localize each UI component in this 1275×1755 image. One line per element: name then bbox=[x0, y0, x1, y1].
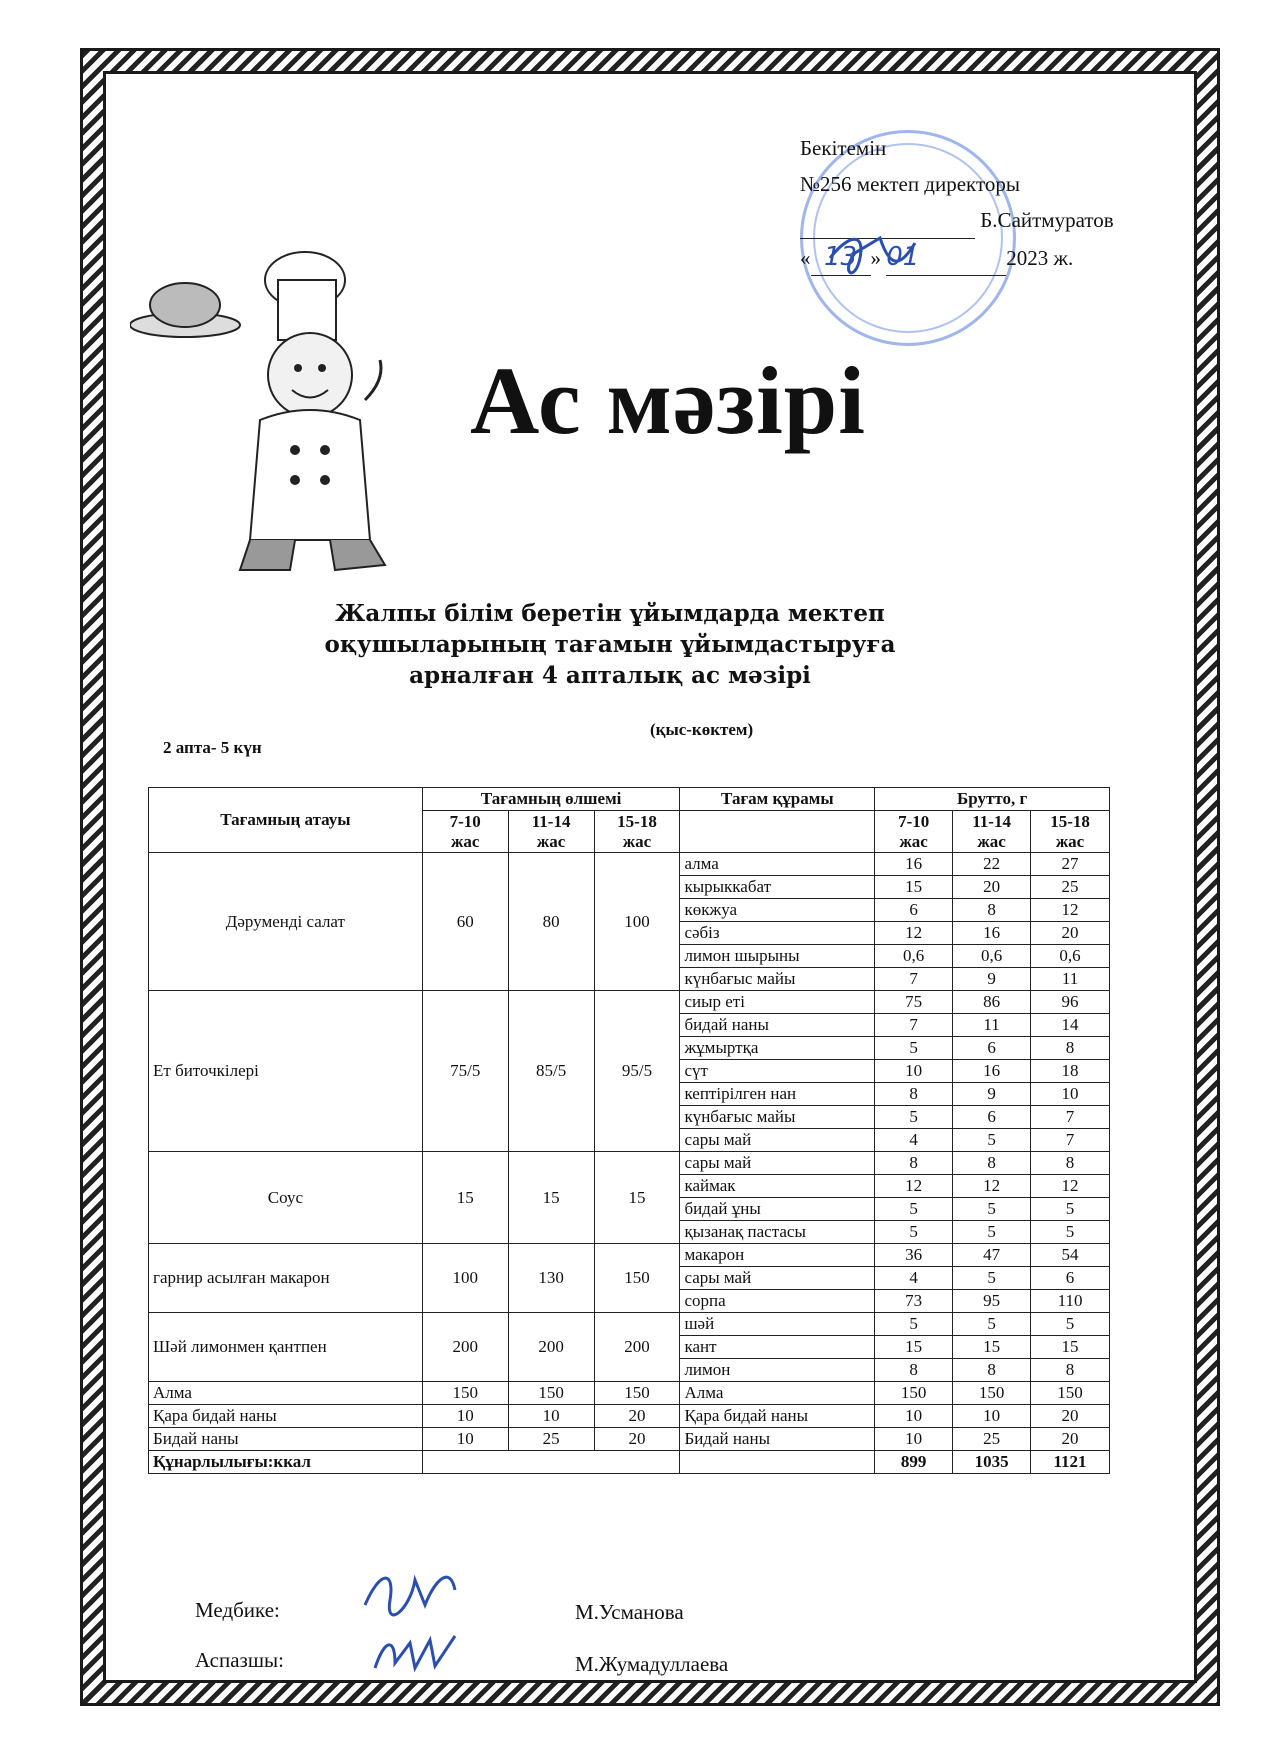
brutto-value: 5 bbox=[875, 1198, 953, 1221]
dish-size: 15 bbox=[508, 1152, 594, 1244]
dish-size: 150 bbox=[508, 1382, 594, 1405]
ingredient-name: сары май bbox=[680, 1152, 875, 1175]
dish-size: 150 bbox=[594, 1382, 680, 1405]
brutto-value: 5 bbox=[953, 1129, 1031, 1152]
table-row bbox=[149, 991, 1110, 1014]
dish-name: Соус bbox=[149, 1152, 423, 1244]
brutto-value: 7 bbox=[875, 1014, 953, 1037]
brutto-value: 8 bbox=[1031, 1359, 1110, 1382]
ingredient-name: шәй bbox=[680, 1313, 875, 1336]
ingredient-name: сиыр еті bbox=[680, 991, 875, 1014]
date-quote-close: » bbox=[870, 246, 881, 270]
ingredient-name: бидай наны bbox=[680, 1014, 875, 1037]
dish-size: 85/5 bbox=[508, 991, 594, 1152]
brutto-value: 150 bbox=[953, 1382, 1031, 1405]
dish-size: 20 bbox=[594, 1428, 680, 1451]
brutto-value: 0,6 bbox=[1031, 945, 1110, 968]
brutto-value: 18 bbox=[1031, 1060, 1110, 1083]
brutto-value: 12 bbox=[875, 1175, 953, 1198]
nurse-name: М.Усманова bbox=[575, 1600, 684, 1624]
cook-name: М.Жумадуллаева bbox=[575, 1652, 729, 1676]
brutto-value: 8 bbox=[875, 1359, 953, 1382]
brutto-value: 11 bbox=[953, 1014, 1031, 1037]
brutto-value: 5 bbox=[1031, 1313, 1110, 1336]
header-composition: Тағам құрамы bbox=[680, 788, 875, 811]
brutto-value: 4 bbox=[875, 1129, 953, 1152]
brutto-value: 75 bbox=[875, 991, 953, 1014]
dish-size: 150 bbox=[422, 1382, 508, 1405]
dish-size: 130 bbox=[508, 1244, 594, 1313]
ingredient-name: Бидай наны bbox=[680, 1428, 875, 1451]
brutto-value: 5 bbox=[1031, 1198, 1110, 1221]
total-row bbox=[149, 1451, 1110, 1474]
ingredient-name: каймак bbox=[680, 1175, 875, 1198]
ingredient-name: қызанақ пастасы bbox=[680, 1221, 875, 1244]
ingredient-name: алма bbox=[680, 853, 875, 876]
header-measure: Тағамның өлшемі bbox=[422, 788, 680, 811]
dish-size: 200 bbox=[508, 1313, 594, 1382]
brutto-value: 8 bbox=[1031, 1152, 1110, 1175]
total-kcal: 1121 bbox=[1031, 1451, 1110, 1474]
director-name: Б.Сайтмуратов bbox=[980, 208, 1114, 232]
brutto-value: 6 bbox=[953, 1037, 1031, 1060]
season-label: (қыс-көктем) bbox=[650, 720, 754, 739]
week-day-label: 2 апта- 5 күн bbox=[163, 738, 262, 757]
subtitle-line-3: арналған 4 апталық ас мәзірі bbox=[409, 662, 811, 689]
ingredient-name: сорпа bbox=[680, 1290, 875, 1313]
brutto-value: 20 bbox=[1031, 922, 1110, 945]
total-kcal: 899 bbox=[875, 1451, 953, 1474]
dish-name: Дәруменді салат bbox=[149, 853, 423, 991]
brutto-value: 5 bbox=[875, 1313, 953, 1336]
ingredient-name: сары май bbox=[680, 1129, 875, 1152]
ingredient-name: лимон bbox=[680, 1359, 875, 1382]
brutto-value: 95 bbox=[953, 1290, 1031, 1313]
dish-size: 100 bbox=[422, 1244, 508, 1313]
brutto-value: 4 bbox=[875, 1267, 953, 1290]
total-blank bbox=[422, 1451, 680, 1474]
brutto-value: 8 bbox=[1031, 1037, 1110, 1060]
brutto-value: 6 bbox=[953, 1106, 1031, 1129]
brutto-value: 9 bbox=[953, 1083, 1031, 1106]
brutto-value: 10 bbox=[875, 1405, 953, 1428]
brutto-value: 14 bbox=[1031, 1014, 1110, 1037]
brutto-value: 25 bbox=[1031, 876, 1110, 899]
ingredient-name: сүт bbox=[680, 1060, 875, 1083]
ingredient-name: кырыккабат bbox=[680, 876, 875, 899]
table-row bbox=[149, 1244, 1110, 1267]
age-header: 15-18 жас bbox=[594, 811, 680, 853]
brutto-value: 22 bbox=[953, 853, 1031, 876]
brutto-value: 16 bbox=[953, 1060, 1031, 1083]
approval-position: №256 мектеп директоры bbox=[800, 172, 1020, 196]
ingredient-name: кептірілген нан bbox=[680, 1083, 875, 1106]
brutto-value: 8 bbox=[875, 1152, 953, 1175]
brutto-value: 15 bbox=[1031, 1336, 1110, 1359]
brutto-value: 6 bbox=[875, 899, 953, 922]
brutto-value: 15 bbox=[875, 1336, 953, 1359]
dish-name: Бидай наны bbox=[149, 1428, 423, 1451]
age-header: 7-10 жас bbox=[875, 811, 953, 853]
brutto-value: 27 bbox=[1031, 853, 1110, 876]
dish-name: Шәй лимонмен қантпен bbox=[149, 1313, 423, 1382]
brutto-value: 8 bbox=[953, 899, 1031, 922]
brutto-value: 7 bbox=[1031, 1106, 1110, 1129]
brutto-value: 0,6 bbox=[875, 945, 953, 968]
brutto-value: 7 bbox=[875, 968, 953, 991]
brutto-value: 8 bbox=[953, 1152, 1031, 1175]
dish-name: гарнир асылған макарон bbox=[149, 1244, 423, 1313]
dish-size: 15 bbox=[594, 1152, 680, 1244]
brutto-value: 20 bbox=[1031, 1428, 1110, 1451]
ingredient-name: сары май bbox=[680, 1267, 875, 1290]
brutto-value: 36 bbox=[875, 1244, 953, 1267]
ingredient-name: Қара бидай наны bbox=[680, 1405, 875, 1428]
date-day: 13 bbox=[811, 239, 871, 276]
age-header: 15-18 жас bbox=[1031, 811, 1110, 853]
brutto-value: 6 bbox=[1031, 1267, 1110, 1290]
dish-size: 20 bbox=[594, 1405, 680, 1428]
ingredient-name: бидай ұны bbox=[680, 1198, 875, 1221]
dish-size: 25 bbox=[508, 1428, 594, 1451]
header-dish-name: Тағамның атауы bbox=[149, 788, 423, 853]
brutto-value: 15 bbox=[953, 1336, 1031, 1359]
brutto-value: 96 bbox=[1031, 991, 1110, 1014]
table-row bbox=[149, 1428, 1110, 1451]
ingredient-name: көкжуа bbox=[680, 899, 875, 922]
dish-size: 95/5 bbox=[594, 991, 680, 1152]
brutto-value: 10 bbox=[875, 1428, 953, 1451]
total-kcal: 1035 bbox=[953, 1451, 1031, 1474]
brutto-value: 10 bbox=[875, 1060, 953, 1083]
brutto-value: 10 bbox=[1031, 1083, 1110, 1106]
age-header: 11-14 жас bbox=[953, 811, 1031, 853]
dish-name: Қара бидай наны bbox=[149, 1405, 423, 1428]
dish-size: 200 bbox=[594, 1313, 680, 1382]
date-quote-open: « bbox=[800, 246, 811, 270]
brutto-value: 10 bbox=[953, 1405, 1031, 1428]
dish-size: 100 bbox=[594, 853, 680, 991]
brutto-value: 86 bbox=[953, 991, 1031, 1014]
dish-size: 15 bbox=[422, 1152, 508, 1244]
director-signature bbox=[820, 228, 930, 278]
brutto-value: 54 bbox=[1031, 1244, 1110, 1267]
dish-size: 150 bbox=[594, 1244, 680, 1313]
ingredient-name: лимон шырыны bbox=[680, 945, 875, 968]
brutto-value: 0,6 bbox=[953, 945, 1031, 968]
menu-body bbox=[149, 853, 1110, 1474]
brutto-value: 5 bbox=[875, 1106, 953, 1129]
subtitle-line-1: Жалпы білім беретін ұйымдарда мектеп bbox=[335, 600, 885, 627]
brutto-value: 5 bbox=[875, 1037, 953, 1060]
date-month: 01 bbox=[886, 239, 1006, 276]
brutto-value: 7 bbox=[1031, 1129, 1110, 1152]
ingredient-name: макарон bbox=[680, 1244, 875, 1267]
table-row bbox=[149, 1382, 1110, 1405]
brutto-value: 8 bbox=[875, 1083, 953, 1106]
table-row bbox=[149, 1313, 1110, 1336]
brutto-value: 11 bbox=[1031, 968, 1110, 991]
cook-signature bbox=[365, 1628, 475, 1678]
dish-size: 80 bbox=[508, 853, 594, 991]
brutto-value: 12 bbox=[1031, 899, 1110, 922]
ingredient-name: сәбіз bbox=[680, 922, 875, 945]
brutto-value: 5 bbox=[953, 1267, 1031, 1290]
table-header-row bbox=[149, 788, 1110, 811]
total-blank bbox=[680, 1451, 875, 1474]
chef-illustration bbox=[130, 240, 470, 580]
page-title: Ас мәзірі bbox=[470, 347, 866, 454]
dish-name: Алма bbox=[149, 1382, 423, 1405]
brutto-value: 8 bbox=[953, 1359, 1031, 1382]
brutto-value: 9 bbox=[953, 968, 1031, 991]
dish-size: 10 bbox=[422, 1405, 508, 1428]
ingredient-name: кант bbox=[680, 1336, 875, 1359]
menu-table bbox=[148, 787, 1110, 1474]
brutto-value: 20 bbox=[953, 876, 1031, 899]
dish-size: 10 bbox=[508, 1405, 594, 1428]
table-row bbox=[149, 1152, 1110, 1175]
menu-subtitle bbox=[240, 598, 980, 691]
brutto-value: 12 bbox=[875, 922, 953, 945]
brutto-value: 5 bbox=[875, 1221, 953, 1244]
brutto-value: 150 bbox=[1031, 1382, 1110, 1405]
ingredient-name: Алма bbox=[680, 1382, 875, 1405]
brutto-value: 5 bbox=[953, 1221, 1031, 1244]
brutto-value: 12 bbox=[953, 1175, 1031, 1198]
ingredient-name: жұмыртқа bbox=[680, 1037, 875, 1060]
header-brutto: Брутто, г bbox=[875, 788, 1110, 811]
brutto-value: 47 bbox=[953, 1244, 1031, 1267]
brutto-value: 16 bbox=[953, 922, 1031, 945]
approval-heading: Бекітемін bbox=[800, 136, 887, 160]
dish-size: 60 bbox=[422, 853, 508, 991]
brutto-value: 20 bbox=[1031, 1405, 1110, 1428]
nurse-label: Медбике: bbox=[195, 1598, 280, 1622]
date-year: 2023 ж. bbox=[1006, 246, 1074, 270]
dish-size: 75/5 bbox=[422, 991, 508, 1152]
brutto-value: 110 bbox=[1031, 1290, 1110, 1313]
nurse-signature bbox=[355, 1560, 465, 1620]
composition-blank bbox=[680, 811, 875, 853]
subtitle-line-2: оқушыларының тағамын ұйымдастыруға bbox=[324, 631, 896, 658]
dish-size: 200 bbox=[422, 1313, 508, 1382]
age-header: 7-10 жас bbox=[422, 811, 508, 853]
brutto-value: 16 bbox=[875, 853, 953, 876]
ingredient-name: күнбағыс майы bbox=[680, 968, 875, 991]
brutto-value: 150 bbox=[875, 1382, 953, 1405]
brutto-value: 12 bbox=[1031, 1175, 1110, 1198]
brutto-value: 5 bbox=[953, 1313, 1031, 1336]
age-header: 11-14 жас bbox=[508, 811, 594, 853]
table-row bbox=[149, 1405, 1110, 1428]
cook-label: Аспазшы: bbox=[195, 1648, 284, 1672]
dish-size: 10 bbox=[422, 1428, 508, 1451]
ingredient-name: күнбағыс майы bbox=[680, 1106, 875, 1129]
brutto-value: 15 bbox=[875, 876, 953, 899]
table-row bbox=[149, 853, 1110, 876]
brutto-value: 73 bbox=[875, 1290, 953, 1313]
brutto-value: 25 bbox=[953, 1428, 1031, 1451]
brutto-value: 5 bbox=[1031, 1221, 1110, 1244]
dish-name: Ет биточкілері bbox=[149, 991, 423, 1152]
brutto-value: 5 bbox=[953, 1198, 1031, 1221]
total-label: Құнарлылығы:ккал bbox=[149, 1451, 423, 1474]
